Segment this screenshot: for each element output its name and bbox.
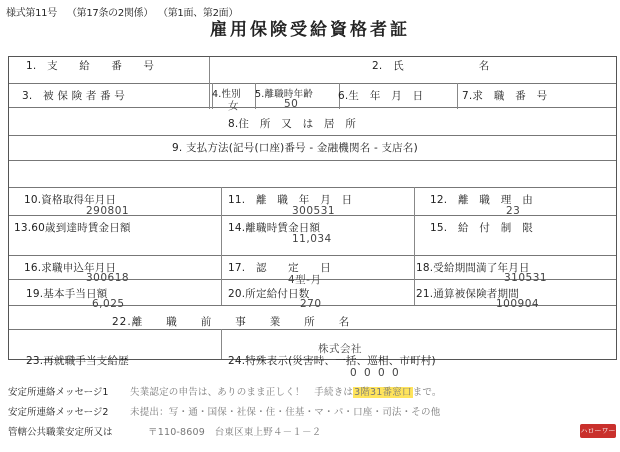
field-10-value: 290801 — [86, 205, 130, 217]
hellowork-stamp: ハローワーク — [580, 424, 616, 438]
field-5-value: 50 — [284, 98, 299, 110]
field-3-label: 3. 被 保 険 者 番 号 — [22, 90, 126, 102]
field-7-label: 7.求 職 番 号 — [462, 90, 548, 102]
row-divider — [9, 83, 616, 84]
message-1-post: まで。 — [412, 387, 442, 398]
field-19-value: 6,025 — [92, 298, 125, 310]
field-15-label: 15. 給 付 制 限 — [430, 222, 533, 234]
row-divider — [9, 187, 616, 188]
page-title: 雇用保険受給資格者証 — [210, 20, 410, 40]
field-10-label: 10.資格取得年月日 — [24, 194, 117, 206]
field-19-label: 19.基本手当日額 — [26, 288, 108, 300]
row-divider — [9, 255, 616, 256]
row-divider — [9, 135, 616, 136]
office-label: 管轄公共職業安定所又は — [8, 427, 113, 438]
message-1-highlight: 3階31番窓口 — [354, 387, 412, 398]
field-18-value: 310531 — [504, 272, 548, 284]
field-11-label: 11. 離 職 年 月 日 — [228, 194, 353, 206]
field-18-label: 18.受給期間満了年月日 — [416, 262, 530, 274]
row-divider — [9, 160, 616, 161]
message-1-text — [130, 384, 442, 398]
form-number: 様式第11号 — [6, 8, 57, 19]
field-22-value: 株式会社 — [318, 343, 362, 355]
field-13-label: 13.60歳到達時賃金日額 — [14, 222, 131, 234]
col-divider — [221, 187, 222, 305]
field-24-value: 0 0 0 0 — [350, 367, 401, 379]
field-16-value: 300618 — [86, 272, 130, 284]
row-divider — [9, 329, 616, 330]
field-6-label: 6.生 年 月 日 — [338, 90, 424, 102]
field-22-label: 22.離 職 前 事 業 所 名 — [112, 316, 351, 328]
field-14-label: 14.離職時賃金日額 — [228, 222, 321, 234]
col-divider — [457, 83, 458, 109]
field-20-value: 270 — [300, 298, 322, 310]
field-17-value: 4型-月 — [288, 274, 322, 286]
office-address: 〒110-8609 台東区東上野４－１－２ — [148, 427, 322, 438]
field-4-value: 女 — [228, 100, 239, 112]
message-2-label: 安定所連絡メッセージ2 — [8, 407, 109, 418]
field-12-label: 12. 離 職 理 由 — [430, 194, 533, 206]
field-9-label: 9. 支払方法(記号(口座)番号 - 金融機関名 - 支店名) — [172, 142, 418, 154]
field-17-label: 17. 認 定 日 — [228, 262, 331, 274]
field-2-label: 2. 氏 名 — [372, 60, 490, 72]
field-23-label: 23.再就職手当支給歴 — [26, 355, 129, 367]
field-21-value: 100904 — [496, 298, 540, 310]
field-24-label: 24.特殊表示(災害時、一括、巡相、市町村) — [228, 355, 436, 367]
field-1-label: 1. 支 給 番 号 — [26, 60, 155, 72]
field-12-value: 23 — [506, 205, 521, 217]
field-8-label: 8.住 所 又 は 居 所 — [228, 118, 357, 130]
col-divider — [414, 187, 415, 305]
message-1-pre: 失業認定の申告は、ありのまま正しく！ 手続きは — [130, 387, 354, 398]
col-divider — [209, 57, 210, 109]
message-2-text: 未提出：写・通・国保・社保・住・住基・マ・パ・口座・司法・その他 — [130, 407, 441, 418]
form-article: （第17条の2関係） — [66, 8, 154, 19]
col-divider — [221, 329, 222, 359]
field-5-label: 5.離職時年齢 — [255, 89, 313, 100]
field-14-value: 11,034 — [292, 233, 332, 245]
field-21-label: 21.通算被保険者期間 — [416, 288, 519, 300]
field-4-label: 4.性別 — [212, 89, 241, 100]
field-11-value: 300531 — [292, 205, 336, 217]
message-1-label: 安定所連絡メッセージ1 — [8, 387, 109, 398]
field-16-label: 16.求職申込年月日 — [24, 262, 117, 274]
form-side: （第1面、第2面） — [163, 8, 239, 19]
row-divider — [9, 107, 616, 108]
field-20-label: 20.所定給付日数 — [228, 288, 310, 300]
